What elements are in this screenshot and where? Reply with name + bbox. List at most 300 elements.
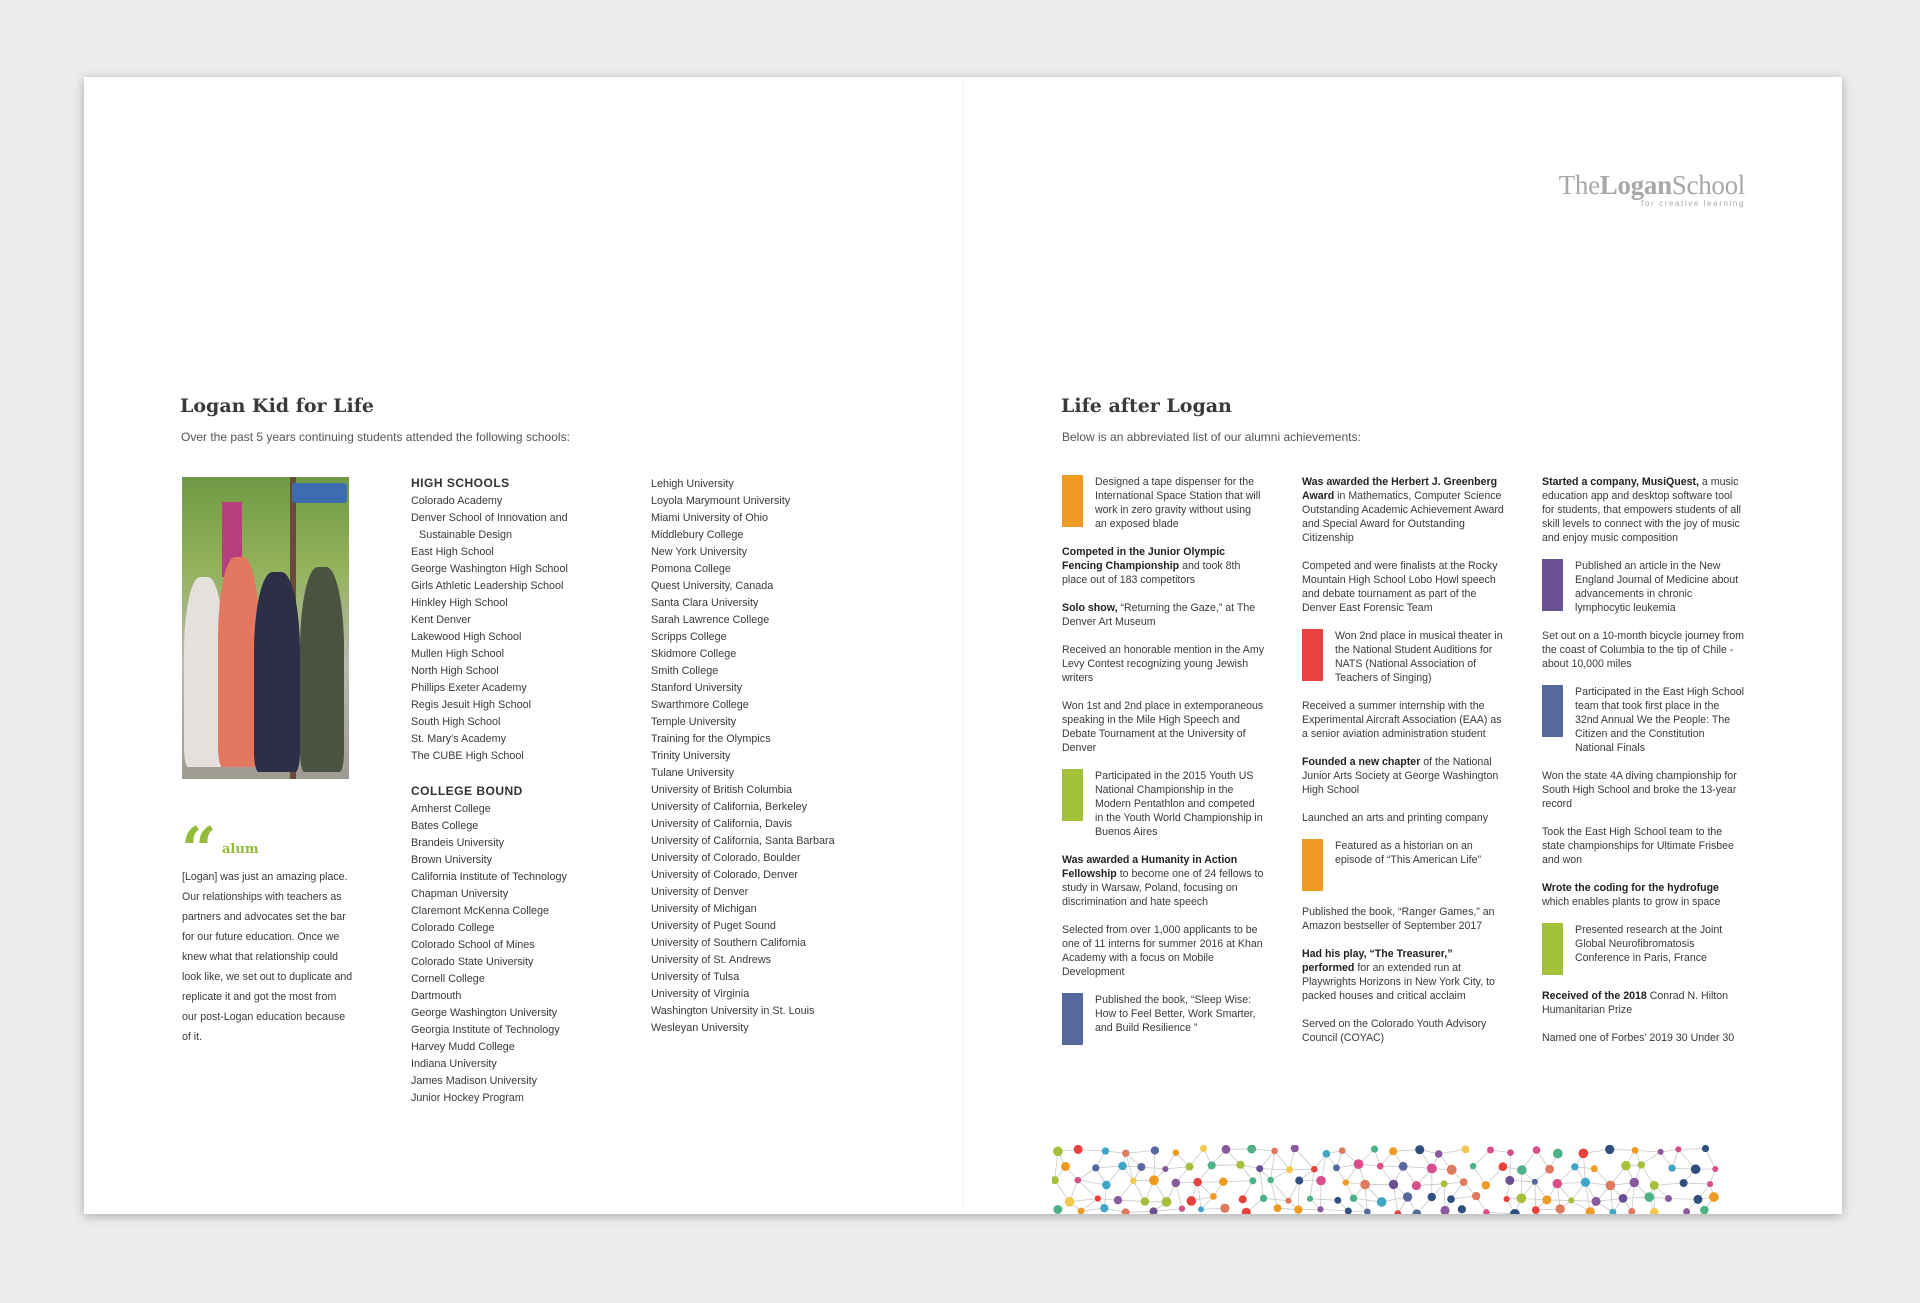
- network-dot: [1172, 1179, 1181, 1188]
- network-dot: [1458, 1205, 1466, 1213]
- network-line: [1126, 1153, 1134, 1181]
- list-item: George Washington High School: [411, 563, 568, 575]
- network-line: [1635, 1150, 1661, 1152]
- network-dots-graphic: [1052, 1145, 1732, 1214]
- network-dot: [1606, 1181, 1616, 1191]
- list-item: Quest University, Canada: [651, 580, 774, 592]
- achievement-item: [1302, 699, 1504, 741]
- network-line: [1264, 1198, 1289, 1200]
- achievement-highlight: Wrote the coding for the hydrofuge: [1542, 882, 1719, 894]
- network-dot: [1532, 1179, 1538, 1185]
- achievement-text: Designed a tape dispenser for the International Space Station that will work in zero gravity without using an exposed blade: [1095, 476, 1261, 530]
- network-dot: [1517, 1165, 1527, 1175]
- network-dot: [1256, 1165, 1263, 1172]
- color-swatch: [1542, 685, 1563, 737]
- network-line: [1260, 1169, 1264, 1199]
- achievement-item: [1302, 905, 1504, 933]
- network-dot: [1323, 1150, 1331, 1158]
- network-dot: [1350, 1194, 1357, 1201]
- list-item: Claremont McKenna College: [411, 905, 550, 917]
- network-dot: [1102, 1147, 1109, 1154]
- network-dot: [1568, 1197, 1574, 1203]
- achievement-item: [1542, 923, 1744, 975]
- network-dot: [1462, 1146, 1470, 1154]
- list-item: Cornell College: [411, 973, 485, 985]
- list-item: University of British Columbia: [651, 784, 793, 796]
- network-dot: [1553, 1179, 1562, 1188]
- network-dot: [1516, 1193, 1526, 1203]
- network-dot: [1198, 1206, 1204, 1212]
- achievement-text: Received a summer internship with the Experimental Aircraft Association (EAA) as a senior aviation administration student: [1302, 700, 1502, 740]
- network-dot: [1428, 1193, 1436, 1201]
- right-page-subtitle: Below is an abbreviated list of our alumni achievements:: [1062, 430, 1361, 444]
- network-line: [1295, 1148, 1315, 1169]
- achievement-item: [1062, 643, 1264, 685]
- network-dot: [1709, 1192, 1719, 1202]
- network-dot: [1700, 1206, 1709, 1214]
- achievement-text: Published an article in the New England Journal of Medicine about advancements in chronic lymphocytic leukemia: [1575, 560, 1739, 614]
- network-dot: [1095, 1195, 1101, 1201]
- achievement-text: Published the book, “Ranger Games,” an Amazon bestseller of September 2017: [1302, 906, 1495, 932]
- left-page-title: Logan Kid for Life: [180, 395, 374, 417]
- list-item: Lakewood High School: [411, 631, 522, 643]
- achievement-text: and took 8th place out of 183 competitors: [1062, 560, 1241, 586]
- achievement-highlight: Had his play, “The Treasurer,” performed: [1302, 948, 1453, 974]
- network-dot: [1294, 1205, 1302, 1213]
- list-item: Harvey Mudd College: [411, 1041, 515, 1053]
- list-item: Colorado Academy: [411, 495, 503, 507]
- achievement-item: [1542, 825, 1744, 867]
- network-dot: [1061, 1162, 1070, 1171]
- achievement-text: Received an honorable mention in the Amy Levy Contest recognizing young Jewish writers: [1062, 644, 1264, 684]
- network-dot: [1712, 1166, 1718, 1172]
- network-dot: [1260, 1195, 1267, 1202]
- quote-label: alum: [222, 842, 259, 857]
- achievement-item: [1542, 559, 1744, 615]
- achievement-text: Selected from over 1,000 applicants to be one of 11 interns for summer 2016 at Khan Academy with a focus on Mobile Development: [1062, 924, 1263, 978]
- network-dot: [1605, 1145, 1614, 1154]
- network-dot: [1553, 1149, 1563, 1159]
- list-item: Training for the Olympics: [651, 733, 771, 745]
- network-dot: [1507, 1149, 1514, 1156]
- network-line: [1126, 1150, 1155, 1153]
- list-item: University of Colorado, Denver: [651, 869, 799, 881]
- color-swatch: [1302, 629, 1323, 681]
- network-line: [1154, 1209, 1182, 1212]
- list-item: New York University: [651, 546, 748, 558]
- network-dot: [1389, 1147, 1397, 1155]
- list-item: Miami University of Ohio: [651, 512, 768, 524]
- network-dot: [1399, 1162, 1408, 1171]
- network-dot: [1307, 1196, 1313, 1202]
- network-dot: [1435, 1150, 1443, 1158]
- network-dot: [1316, 1176, 1326, 1186]
- network-dot: [1691, 1164, 1701, 1174]
- list-item: Denver School of Innovation and Sustainable Design: [411, 512, 568, 541]
- list-item: Santa Clara University: [651, 597, 759, 609]
- list-item: Kent Denver: [411, 614, 472, 626]
- list-item: St. Mary's Academy: [411, 733, 507, 745]
- network-dot: [1377, 1163, 1384, 1170]
- list-item: Tulane University: [651, 767, 735, 779]
- network-dot: [1645, 1192, 1655, 1202]
- network-dot: [1632, 1147, 1639, 1154]
- achievement-text: Took the East High School team to the state championships for Ultimate Frisbee and won: [1542, 826, 1734, 866]
- list-item: University of Puget Sound: [651, 920, 776, 932]
- network-dot: [1271, 1148, 1278, 1155]
- network-dot: [1210, 1193, 1217, 1200]
- brochure-spread: [84, 77, 1842, 1214]
- network-line: [1212, 1165, 1241, 1166]
- network-dot: [1162, 1197, 1172, 1207]
- achievement-text: Published the book, “Sleep Wise: How to Feel Better, Work Smarter, and Build Resilience ”: [1095, 994, 1256, 1034]
- network-dot: [1586, 1207, 1595, 1214]
- network-dot: [1179, 1205, 1185, 1211]
- list-item: University of California, Santa Barbara: [651, 835, 835, 847]
- network-dot: [1482, 1181, 1490, 1189]
- network-dot: [1619, 1194, 1628, 1203]
- achievements-column-2: [1302, 475, 1504, 1059]
- page-spine: [962, 77, 964, 1214]
- colleges-list-a: [411, 784, 567, 1107]
- network-dot: [1150, 1207, 1158, 1214]
- list-item: Washington University in St. Louis: [651, 1005, 815, 1017]
- network-line: [1678, 1149, 1705, 1150]
- network-dot: [1286, 1166, 1293, 1173]
- achievement-item: [1302, 559, 1504, 615]
- achievement-text: which enables plants to grow in space: [1542, 896, 1721, 908]
- network-dot: [1074, 1145, 1083, 1154]
- network-dot: [1533, 1146, 1541, 1154]
- color-swatch: [1062, 475, 1083, 527]
- list-item: East High School: [411, 546, 494, 558]
- network-dot: [1510, 1209, 1520, 1214]
- network-dot: [1702, 1145, 1709, 1152]
- high-schools-list: [411, 476, 589, 765]
- list-item: Trinity University: [651, 750, 731, 762]
- list-item: Colorado State University: [411, 956, 534, 968]
- network-dot: [1377, 1197, 1387, 1207]
- network-dot: [1545, 1165, 1554, 1174]
- network-dot: [1149, 1175, 1159, 1185]
- network-dot: [1665, 1195, 1672, 1202]
- network-dot: [1630, 1178, 1640, 1188]
- network-dot: [1100, 1204, 1108, 1212]
- alum-quote-text: [Logan] was just an amazing place. Our relationships with teachers as partners and advocates set the bar for our future education. Once we knew what that relationship could look like, we set out to duplicate and replicate it and got the most from our post-Logan education because of it.: [182, 871, 353, 1043]
- achievement-text: Won 2nd place in musical theater in the National Student Auditions for NATS (National Association of Teachers of Singing): [1335, 630, 1503, 684]
- network-dot: [1668, 1165, 1675, 1172]
- achievement-item: [1302, 475, 1504, 545]
- achievement-item: [1302, 947, 1504, 1003]
- achievement-item: [1062, 769, 1264, 839]
- list-item: Georgia Institute of Technology: [411, 1024, 560, 1036]
- network-dot: [1504, 1196, 1510, 1202]
- achievement-highlight: Started a company, MusiQuest,: [1542, 476, 1699, 488]
- network-dot: [1285, 1198, 1291, 1204]
- list-item: Sarah Lawrence College: [651, 614, 770, 626]
- list-item: California Institute of Technology: [411, 871, 567, 883]
- achievement-text: Competed and were finalists at the Rocky Mountain High School Lobo Howl speech and debate tournament as part of the Denver East Forensic Team: [1302, 560, 1498, 614]
- list-item: Colorado School of Mines: [411, 939, 535, 951]
- list-item: University of California, Berkeley: [651, 801, 808, 813]
- network-dot: [1354, 1159, 1364, 1169]
- network-dot: [1122, 1208, 1130, 1214]
- network-dot: [1200, 1145, 1207, 1152]
- network-dot: [1130, 1177, 1137, 1184]
- network-dot: [1707, 1181, 1713, 1187]
- network-dot: [1219, 1178, 1227, 1186]
- achievement-text: Served on the Colorado Youth Advisory Council (COYAC): [1302, 1018, 1487, 1044]
- network-dot: [1247, 1145, 1256, 1153]
- network-dot: [1542, 1195, 1551, 1204]
- achievements-column-1: [1062, 475, 1264, 1059]
- color-swatch: [1542, 559, 1563, 611]
- network-dot: [1208, 1161, 1216, 1169]
- list-item: Swarthmore College: [651, 699, 749, 711]
- network-line: [1290, 1169, 1315, 1170]
- network-line: [1126, 1211, 1154, 1212]
- network-dot: [1274, 1204, 1282, 1212]
- network-dot: [1295, 1177, 1303, 1185]
- achievement-item: [1062, 545, 1264, 587]
- network-dot: [1638, 1161, 1645, 1168]
- achievement-item: [1542, 685, 1744, 755]
- achievement-highlight: Was awarded a Humanity in Action Fellowship: [1062, 854, 1238, 880]
- network-line: [1260, 1169, 1290, 1170]
- college-bound-heading: COLLEGE BOUND: [411, 784, 523, 798]
- achievement-item: [1062, 853, 1264, 909]
- list-item: The CUBE High School: [411, 750, 524, 762]
- network-dot: [1222, 1145, 1231, 1154]
- achievement-highlight: Founded a new chapter: [1302, 756, 1421, 768]
- network-dot: [1483, 1209, 1489, 1214]
- network-dot: [1650, 1181, 1659, 1190]
- network-dot: [1581, 1178, 1590, 1187]
- achievement-item: [1302, 811, 1504, 825]
- list-item: North High School: [411, 665, 499, 677]
- network-dot: [1447, 1195, 1455, 1203]
- color-swatch: [1062, 993, 1083, 1045]
- network-dot: [1628, 1208, 1635, 1214]
- network-dot: [1187, 1196, 1197, 1206]
- list-item: University of Colorado, Boulder: [651, 852, 801, 864]
- achievement-text: a music education app and desktop software tool for students, that empowers students of all skill levels to connect with the joy of music and enjoy music composition: [1542, 476, 1742, 544]
- list-item: Smith College: [651, 665, 719, 677]
- achievement-item: [1542, 475, 1744, 545]
- network-dot: [1532, 1206, 1540, 1214]
- list-item: Colorado College: [411, 922, 495, 934]
- list-item: Brandeis University: [411, 837, 505, 849]
- network-dot: [1505, 1176, 1514, 1185]
- achievements-column-3: [1542, 475, 1744, 1059]
- list-item: Skidmore College: [651, 648, 737, 660]
- network-dot: [1162, 1166, 1168, 1172]
- network-dot: [1472, 1192, 1480, 1200]
- network-dot: [1693, 1195, 1702, 1204]
- achievement-highlight: Competed in the Junior Olympic Fencing Championship: [1062, 546, 1226, 572]
- achievement-text: Named one of Forbes’ 2019 30 Under 30: [1542, 1032, 1735, 1044]
- achievement-item: [1542, 881, 1744, 909]
- logan-school-logo: TheLoganSchool for creative learning: [1558, 170, 1745, 208]
- achievement-highlight: Was awarded the Herbert J. Greenberg Award: [1302, 476, 1498, 502]
- network-dot: [1394, 1210, 1401, 1214]
- achievement-item: [1302, 839, 1504, 891]
- list-item: Lehigh University: [651, 478, 734, 490]
- list-item: South High School: [411, 716, 501, 728]
- network-dot: [1311, 1166, 1318, 1173]
- achievement-highlight: Received of the 2018: [1542, 990, 1647, 1002]
- network-dot: [1122, 1150, 1129, 1157]
- network-dot: [1441, 1180, 1448, 1187]
- network-dot: [1487, 1146, 1494, 1153]
- achievement-text: Participated in the 2015 Youth US National Championship in the Modern Pentathlon and competed in the Youth World Championship in Buenos Aires: [1095, 770, 1263, 838]
- quote-mark-icon: “: [181, 813, 217, 886]
- network-dot: [1118, 1162, 1126, 1170]
- network-dot: [1102, 1181, 1111, 1190]
- network-dot: [1151, 1146, 1159, 1154]
- achievement-item: [1542, 629, 1744, 671]
- network-dot: [1267, 1177, 1273, 1183]
- network-dot: [1403, 1192, 1412, 1201]
- list-item: Bates College: [411, 820, 479, 832]
- colleges-list-b: [651, 476, 835, 1037]
- network-dot: [1658, 1149, 1664, 1155]
- network-dot: [1470, 1163, 1476, 1169]
- color-swatch: [1302, 839, 1323, 891]
- achievement-text: of the National Junior Arts Society at George Washington High School: [1302, 756, 1499, 796]
- achievement-text: in Mathematics, Computer Science Outstanding Academic Achievement Award and Special Award for Outstanding Citizenship: [1302, 490, 1504, 544]
- network-dot: [1078, 1208, 1085, 1214]
- network-line: [1298, 1181, 1299, 1210]
- high-schools-heading: HIGH SCHOOLS: [411, 476, 510, 490]
- network-dot: [1343, 1179, 1349, 1185]
- achievement-text: Won the state 4A diving championship for South High School and broke the 13-year record: [1542, 770, 1737, 810]
- achievement-item: [1062, 699, 1264, 755]
- network-dot: [1193, 1178, 1201, 1186]
- list-item: Wesleyan University: [651, 1022, 749, 1034]
- achievement-item: [1302, 1017, 1504, 1045]
- achievement-text: Conrad N. Hilton Humanitarian Prize: [1542, 990, 1729, 1016]
- network-dot: [1114, 1196, 1122, 1204]
- achievement-item: [1542, 769, 1744, 811]
- list-item: University of California, Davis: [651, 818, 793, 830]
- network-dot: [1242, 1208, 1251, 1214]
- network-line: [1310, 1169, 1314, 1199]
- list-item: Middlebury College: [651, 529, 744, 541]
- network-line: [1275, 1151, 1290, 1170]
- list-item: University of Michigan: [651, 903, 757, 915]
- list-item: Phillips Exeter Academy: [411, 682, 527, 694]
- network-line: [1535, 1182, 1536, 1210]
- achievement-item: [1062, 475, 1264, 531]
- network-dot: [1371, 1146, 1378, 1153]
- network-dot: [1333, 1164, 1340, 1171]
- network-dot: [1360, 1180, 1370, 1190]
- network-dot: [1650, 1208, 1659, 1214]
- network-dot: [1415, 1145, 1424, 1154]
- achievement-item: [1062, 993, 1264, 1045]
- achievement-text: Participated in the East High School team that took first place in the 32nd Annual We the People: The Citizen and the Constitution National Finals: [1575, 686, 1745, 754]
- network-dot: [1680, 1179, 1688, 1187]
- list-item: Pomona College: [651, 563, 731, 575]
- achievement-text: Presented research at the Joint Global Neurofibromatosis Conference in Paris, France: [1575, 924, 1723, 964]
- network-dot: [1186, 1163, 1194, 1171]
- list-item: University of Southern California: [651, 937, 806, 949]
- list-item: University of Denver: [651, 886, 749, 898]
- network-line: [1223, 1181, 1253, 1182]
- network-line: [1320, 1209, 1348, 1211]
- list-item: Stanford University: [651, 682, 743, 694]
- network-dot: [1092, 1164, 1099, 1171]
- network-dot: [1499, 1162, 1508, 1171]
- color-swatch: [1062, 769, 1083, 821]
- network-dot: [1137, 1163, 1145, 1171]
- achievement-text: for an extended run at Playwrights Horizons in New York City, to packed houses and critical acclaim: [1302, 962, 1495, 1002]
- network-dot: [1052, 1176, 1059, 1184]
- achievement-item: [1302, 755, 1504, 797]
- network-dot: [1173, 1149, 1180, 1156]
- achievement-text: “Returning the Gaze,” at The Denver Art Museum: [1062, 602, 1256, 628]
- list-item: Girls Athletic Leadership School: [411, 580, 564, 592]
- list-item: Mullen High School: [411, 648, 505, 660]
- achievement-highlight: Solo show,: [1062, 602, 1118, 614]
- achievement-text: to become one of 24 fellows to study in Warsaw, Poland, focusing on discrimination and hate speech: [1062, 868, 1264, 908]
- achievement-item: [1542, 989, 1744, 1017]
- network-dot: [1579, 1148, 1589, 1158]
- achievement-item: [1302, 629, 1504, 685]
- network-dot: [1427, 1163, 1437, 1173]
- list-item: University of Virginia: [651, 988, 750, 1000]
- network-dot: [1334, 1197, 1341, 1204]
- network-line: [1439, 1149, 1466, 1154]
- network-dot: [1220, 1204, 1229, 1213]
- list-item: Loyola Marymount University: [651, 495, 791, 507]
- students-photo: [182, 477, 349, 779]
- logo-tagline: for creative learning: [1641, 199, 1745, 208]
- network-dot: [1389, 1180, 1398, 1189]
- network-dot: [1440, 1206, 1449, 1214]
- network-dot: [1591, 1165, 1598, 1172]
- list-item: Amherst College: [411, 803, 491, 815]
- list-item: Hinkley High School: [411, 597, 508, 609]
- network-dot: [1412, 1181, 1421, 1190]
- list-item: Dartmouth: [411, 990, 462, 1002]
- network-line: [1473, 1150, 1490, 1166]
- network-dot: [1075, 1177, 1082, 1184]
- network-dot: [1460, 1178, 1468, 1186]
- list-item: University of Tulsa: [651, 971, 740, 983]
- network-dot: [1317, 1206, 1323, 1212]
- achievement-text: Launched an arts and printing company: [1302, 812, 1489, 824]
- network-dot: [1571, 1163, 1578, 1170]
- network-dot: [1249, 1177, 1256, 1184]
- network-dot: [1592, 1197, 1601, 1206]
- network-dot: [1239, 1195, 1247, 1203]
- list-item: Regis Jesuit High School: [411, 699, 532, 711]
- list-item: Junior Hockey Program: [411, 1092, 524, 1104]
- network-dot: [1339, 1147, 1346, 1154]
- left-page-subtitle: Over the past 5 years continuing students attended the following schools:: [181, 430, 570, 444]
- achievement-text: Won 1st and 2nd place in extemporaneous speaking in the Mile High Speech and Debate Tournament at the University of Denver: [1062, 700, 1264, 754]
- list-item: James Madison University: [411, 1075, 538, 1087]
- achievement-text: Featured as a historian on an episode of “This American Life”: [1335, 840, 1482, 866]
- list-item: Indiana University: [411, 1058, 497, 1070]
- list-item: George Washington University: [411, 1007, 558, 1019]
- network-dot: [1447, 1165, 1457, 1175]
- network-dot: [1141, 1197, 1150, 1206]
- achievement-item: [1062, 923, 1264, 979]
- network-dot: [1053, 1205, 1062, 1214]
